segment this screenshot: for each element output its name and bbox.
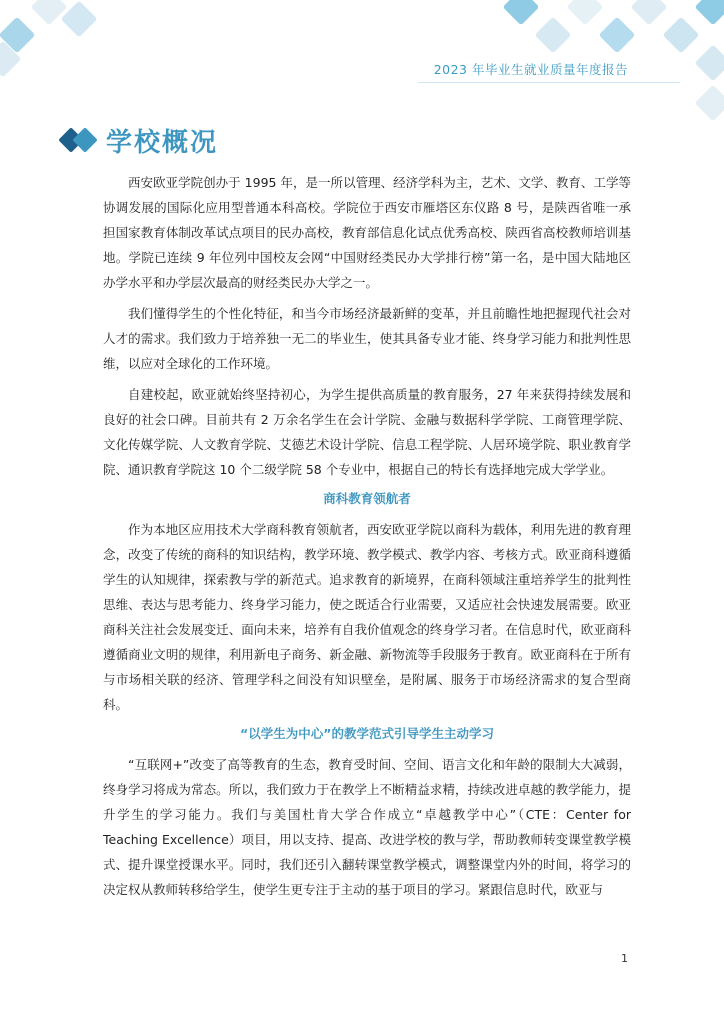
diamond-bullet-icon [58, 122, 104, 158]
paragraph-student-focus: 我们懂得学生的个性化特征，和当今市场经济最新鲜的变革，并且前瞻性地把握现代社会对人才的需求。我们致力于培养独一无二的毕业生，使其具备专业才能、终身学习能力和批判性思维，以应对全球化的工作环境。 [103, 306, 631, 371]
subheading-business-education: 商科教育领航者 [323, 491, 411, 506]
decorative-diamond [599, 17, 636, 54]
decorative-diamond [567, 0, 604, 25]
paragraph-history: 自建校起，欧亚就始终坚持初心，为学生提供高质量的教育服务，27 年来获得持续发展和良好的社会口碑。目前共有 2 万余名学生在会计学院、金融与数据科学学院、工商管理学院、文化传媒学院、人文教育学院、艾德艺术设计学院、信息工程学院、人居环境学院、职业教育学院、通识教育学院这 10 个二级学院 58 个专业中，根据自己的特长有选择地完成大学学业。 [103, 387, 631, 477]
report-header-title: 2023 年毕业生就业质量年度报告 [433, 62, 628, 77]
decorative-diamond [695, 85, 724, 122]
main-content [103, 170, 631, 902]
decorative-diamond [631, 0, 668, 25]
header-divider [418, 82, 680, 83]
decorative-diamond [503, 0, 540, 25]
paragraph-school-intro: 西安欧亚学院创办于 1995 年，是一所以管理、经济学科为主，艺术、文学、教育、工学等协调发展的国际化应用型普通本科高校。学院位于西安市雁塔区东仪路 8 号，是陕西省唯一承担国家教育体制改革试点项目的民办高校，教育部信息化试点优秀高校、陕西省高校教师培训基地。学院已连续 9 年位列中国校友会网“中国财经类民办大学排行榜”第一名，是中国大陆地区办学水平和办学层次最高的财经类民办大学之一。 [103, 175, 631, 290]
section-title: 学校概况 [106, 127, 219, 158]
decorative-diamond [535, 17, 572, 54]
decorative-diamond [695, 45, 724, 82]
paragraph-business-education: 作为本地区应用技术大学商科教育领航者，西安欧亚学院以商科为载体，利用先进的教育理念，改变了传统的商科的知识结构，教学环境、教学模式、教学内容、考核方式。欧亚商科遵循学生的认知规律，探索教与学的新范式。追求教育的新境界，在商科领域注重培养学生的批判性思维、表达与思考能力、终身学习能力，使之既适合行业需要，又适应社会快速发展需要。欧亚商科关注社会发展变迁、面向未来，培养有自我价值观念的终身学习者。在信息时代，欧亚商科遵循商业文明的规律，利用新电子商务、新金融、新物流等手段服务于教育。欧亚商科在于所有与市场相关联的经济、管理学科之间没有知识壁垒，是附属、服务于市场经济需求的复合型商科。 [103, 522, 631, 712]
decorative-diamond [695, 0, 724, 25]
decorative-diamond [31, 0, 68, 25]
section-title-block [58, 120, 218, 160]
page-number: 1 [621, 952, 628, 965]
decorative-diamond [663, 17, 700, 54]
subheading-student-centered: “以学生为中心”的教学范式引导学生主动学习 [240, 726, 494, 741]
paragraph-student-centered: “互联网+”改变了高等教育的生态，教育受时间、空间、语言文化和年龄的限制大大减弱，终身学习将成为常态。所以，我们致力于在教学上不断精益求精，持续改进卓越的教学能力，提升学生的学习能力。我们与美国杜肯大学合作成立“卓越教学中心”（CTE：Center for Teaching Excellence）项目，用以支持、提高、改进学校的教与学，帮助教师转变课堂教学模式、提升课堂授课水平。同时，我们还引入翻转课堂教学模式，调整课堂内外的时间，将学习的决定权从教师转移给学生，使学生更专注于主动的基于项目的学习。紧跟信息时代，欧亚与 [103, 757, 631, 897]
